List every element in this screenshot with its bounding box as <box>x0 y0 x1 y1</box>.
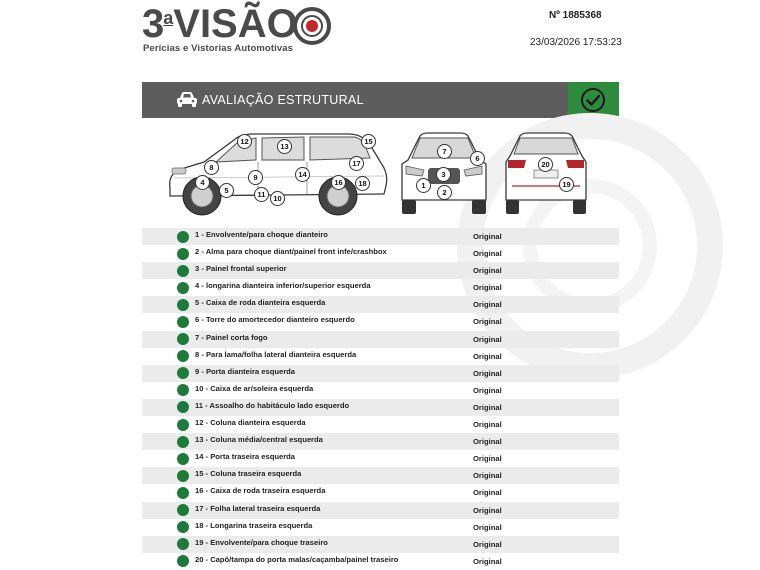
item-status: Original <box>473 283 502 293</box>
item-label: 13 - Coluna média/central esquerda <box>195 435 323 445</box>
table-row <box>142 262 619 279</box>
item-status: Original <box>473 471 502 481</box>
vehicle-diagram <box>142 126 619 226</box>
marker-18: 18 <box>355 176 370 191</box>
car-rear-view <box>502 130 590 218</box>
marker-1: 1 <box>416 178 431 193</box>
table-row <box>142 348 619 365</box>
item-label: 6 - Torre do amortecedor dianteiro esquerdo <box>195 315 355 325</box>
status-dot <box>177 316 189 328</box>
item-label: 18 - Longarina traseira esquerda <box>195 520 313 530</box>
status-dot <box>177 453 189 465</box>
marker-15: 15 <box>361 134 376 149</box>
item-status: Original <box>473 232 502 241</box>
status-dot <box>177 299 189 311</box>
status-dot <box>177 555 189 567</box>
item-label: 9 - Porta dianteira esquerda <box>195 366 296 376</box>
status-dot <box>177 282 189 294</box>
table-row <box>142 553 619 570</box>
table-row <box>142 365 619 382</box>
status-dot <box>177 504 189 516</box>
marker-8: 8 <box>204 160 219 175</box>
item-label: 4 - longarina dianteira inferior/superior esquerda <box>195 281 371 291</box>
marker-19: 19 <box>559 177 574 192</box>
item-label: 11 - Assoalho do habitáculo lado esquerdo <box>195 400 350 410</box>
marker-17: 17 <box>349 156 364 171</box>
table-row <box>142 416 619 433</box>
item-label: 1 - Envolvente/para choque dianteiro <box>195 230 328 239</box>
marker-6: 6 <box>470 151 485 166</box>
logo-text: VISÃO <box>173 2 298 46</box>
marker-14: 14 <box>295 167 310 182</box>
item-status: Original <box>473 488 502 498</box>
item-label: 16 - Caixa de roda traseira esquerda <box>195 486 326 496</box>
table-row <box>142 467 619 484</box>
item-status: Original <box>473 317 502 327</box>
table-row <box>142 519 619 536</box>
status-dot <box>177 248 189 260</box>
company-logo <box>142 4 342 54</box>
marker-12: 12 <box>237 134 252 149</box>
marker-16: 16 <box>331 175 346 190</box>
item-label: 10 - Caixa de ar/soleira esquerda <box>195 383 314 393</box>
item-status: Original <box>473 368 502 378</box>
car-icon <box>176 90 198 108</box>
item-status: Original <box>473 351 502 361</box>
item-status: Original <box>473 454 502 464</box>
item-status: Original <box>473 385 502 395</box>
item-label: 14 - Porta traseira esquerda <box>195 452 296 462</box>
marker-2: 2 <box>437 185 452 200</box>
logo-subtitle: Perícias e Vistorias Automotivas <box>143 43 293 54</box>
status-dot <box>177 487 189 499</box>
marker-4: 4 <box>195 175 210 190</box>
logo-wordmark <box>142 4 298 44</box>
item-status: Original <box>473 539 502 549</box>
status-dot <box>177 333 189 345</box>
report-datetime: 23/03/2026 17:53:23 <box>530 37 622 48</box>
status-dot <box>177 231 189 243</box>
item-label: 12 - Coluna dianteira esquerda <box>195 418 306 428</box>
item-status: Original <box>473 420 502 430</box>
status-dot <box>177 401 189 413</box>
marker-13: 13 <box>277 139 292 154</box>
table-row <box>142 382 619 399</box>
status-dot <box>177 384 189 396</box>
table-row <box>142 245 619 262</box>
status-dot <box>177 538 189 550</box>
table-row <box>142 313 619 330</box>
item-label: 3 - Painel frontal superior <box>195 264 287 274</box>
marker-5: 5 <box>219 183 234 198</box>
item-label: 19 - Envolvente/para choque traseiro <box>195 537 328 547</box>
table-row <box>142 399 619 416</box>
marker-11: 11 <box>254 187 269 202</box>
status-dot <box>177 470 189 482</box>
item-status: Original <box>473 334 502 344</box>
item-status: Original <box>473 249 502 259</box>
section-title: AVALIAÇÃO ESTRUTURAL <box>202 93 364 107</box>
table-row <box>142 502 619 519</box>
table-row <box>142 433 619 450</box>
item-status: Original <box>473 266 502 276</box>
status-dot <box>177 367 189 379</box>
item-label: 8 - Para lama/folha lateral dianteira esquerda <box>195 349 357 359</box>
item-status: Original <box>473 402 502 412</box>
item-label: 20 - Capô/tampa do porta malas/caçamba/painel traseiro <box>195 554 399 564</box>
item-label: 17 - Folha lateral traseira esquerda <box>195 503 321 513</box>
structural-items-table <box>142 228 619 570</box>
table-row <box>142 331 619 348</box>
table-row <box>142 296 619 313</box>
logo-eye-icon <box>292 6 332 46</box>
marker-20: 20 <box>538 157 553 172</box>
status-dot <box>177 419 189 431</box>
marker-3: 3 <box>436 167 451 182</box>
status-dot <box>177 265 189 277</box>
table-row <box>142 228 619 245</box>
item-status: Original <box>473 556 502 566</box>
item-label: 15 - Coluna traseira esquerda <box>195 469 302 479</box>
marker-7: 7 <box>437 144 452 159</box>
logo-ordinal: a <box>163 8 174 28</box>
status-dot <box>177 436 189 448</box>
item-status: Original <box>473 300 502 310</box>
item-status: Original <box>473 522 502 532</box>
item-label: 7 - Painel corta fogo <box>195 332 268 342</box>
status-dot <box>177 521 189 533</box>
item-status: Original <box>473 505 502 515</box>
table-row <box>142 279 619 296</box>
table-row <box>142 484 619 501</box>
table-row <box>142 536 619 553</box>
item-status: Original <box>473 437 502 447</box>
report-number: Nº 1885368 <box>549 10 602 21</box>
status-dot <box>177 350 189 362</box>
logo-number: 3 <box>142 2 164 46</box>
marker-10: 10 <box>270 191 285 206</box>
marker-9: 9 <box>248 170 263 185</box>
table-row <box>142 450 619 467</box>
item-label: 5 - Caixa de roda dianteira esquerda <box>195 298 326 308</box>
report-header <box>0 0 760 80</box>
item-label: 2 - Alma para choque diant/painel front infe/crashbox <box>195 247 387 257</box>
